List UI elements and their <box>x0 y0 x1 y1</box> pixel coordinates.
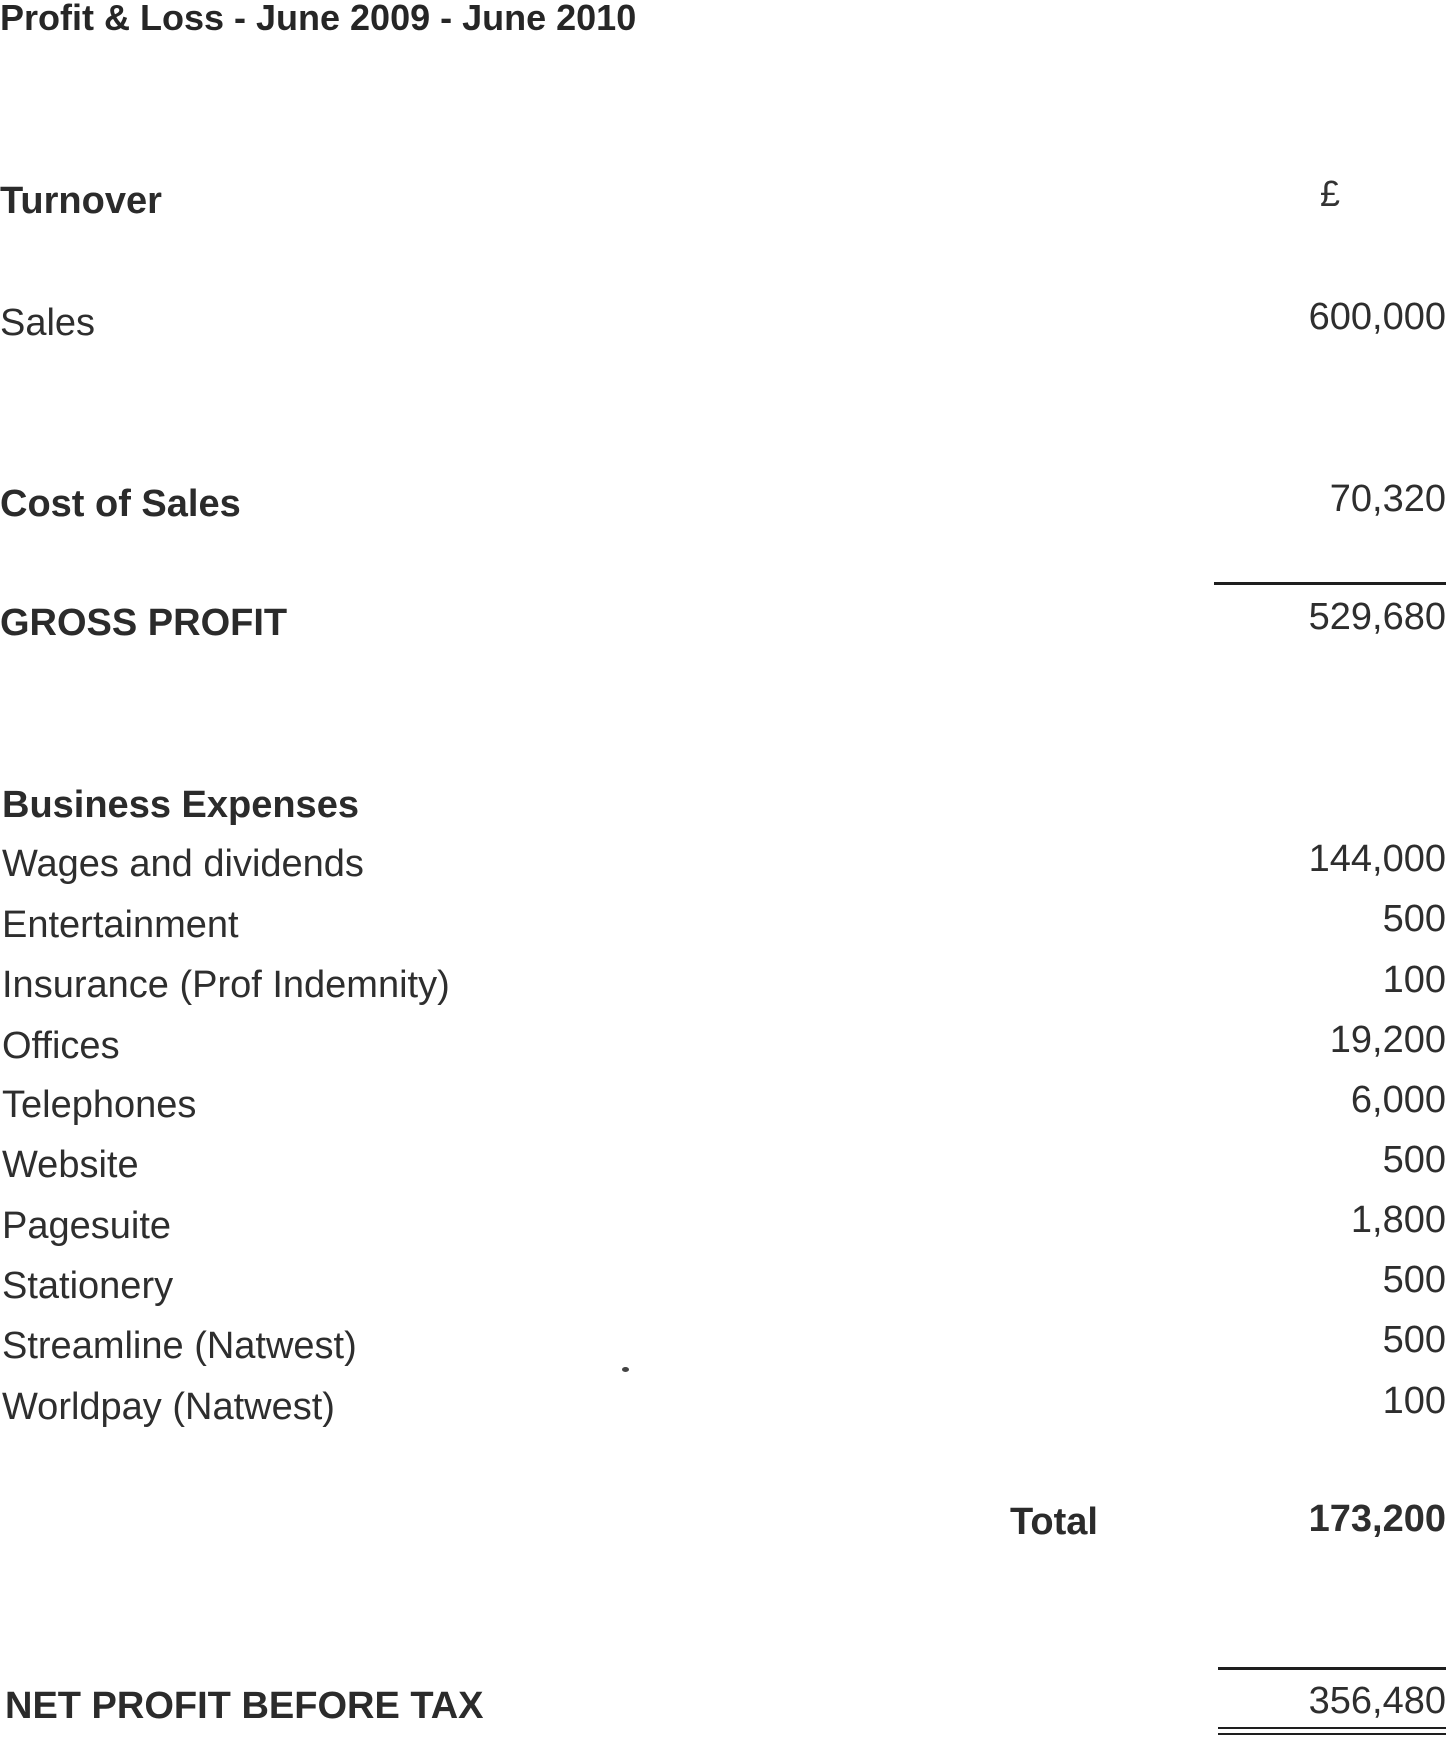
currency-symbol: £ <box>1320 173 1341 214</box>
gross-profit-label: GROSS PROFIT <box>0 602 288 644</box>
expense-label: Stationery <box>2 1265 174 1307</box>
gross-profit-value: 529,680 <box>1308 596 1446 638</box>
expense-value: 500 <box>1382 1139 1446 1181</box>
expense-value: 6,000 <box>1350 1079 1446 1121</box>
page-title: Profit & Loss - June 2009 - June 2010 <box>0 0 637 38</box>
expense-label: Insurance (Prof Indemnity) <box>2 964 450 1006</box>
expense-value: 500 <box>1382 1319 1446 1361</box>
turnover-heading: Turnover <box>0 180 162 222</box>
sales-value: 600,000 <box>1308 296 1446 338</box>
expense-label: Pagesuite <box>2 1205 172 1247</box>
gross-profit-rule <box>1214 582 1446 585</box>
expense-value: 1,800 <box>1350 1199 1446 1241</box>
net-profit-label: NET PROFIT BEFORE TAX <box>5 1685 484 1727</box>
expense-label: Website <box>2 1144 139 1186</box>
stray-mark <box>622 1367 629 1372</box>
expense-label: Worldpay (Natwest) <box>2 1386 335 1428</box>
expense-label: Streamline (Natwest) <box>2 1325 357 1367</box>
cost-of-sales-value: 70,320 <box>1329 478 1446 520</box>
net-profit-double-rule-upper <box>1218 1727 1446 1729</box>
expense-label: Telephones <box>2 1084 197 1126</box>
cost-of-sales-label: Cost of Sales <box>0 483 241 525</box>
net-profit-top-rule <box>1218 1667 1446 1670</box>
business-expenses-heading: Business Expenses <box>2 784 359 826</box>
expense-value: 500 <box>1382 898 1446 940</box>
expense-value: 500 <box>1382 1259 1446 1301</box>
net-profit-value: 356,480 <box>1308 1680 1446 1722</box>
expense-value: 19,200 <box>1329 1019 1446 1061</box>
expense-value: 100 <box>1382 959 1446 1001</box>
total-label: Total <box>1010 1501 1098 1543</box>
total-value: 173,200 <box>1308 1498 1446 1540</box>
sales-label: Sales <box>0 302 96 344</box>
expense-value: 100 <box>1382 1380 1446 1422</box>
expense-value: 144,000 <box>1308 838 1446 880</box>
net-profit-double-rule-lower <box>1218 1733 1446 1735</box>
expense-label: Entertainment <box>2 904 239 946</box>
expense-label: Offices <box>2 1025 120 1067</box>
expense-label: Wages and dividends <box>2 843 364 885</box>
